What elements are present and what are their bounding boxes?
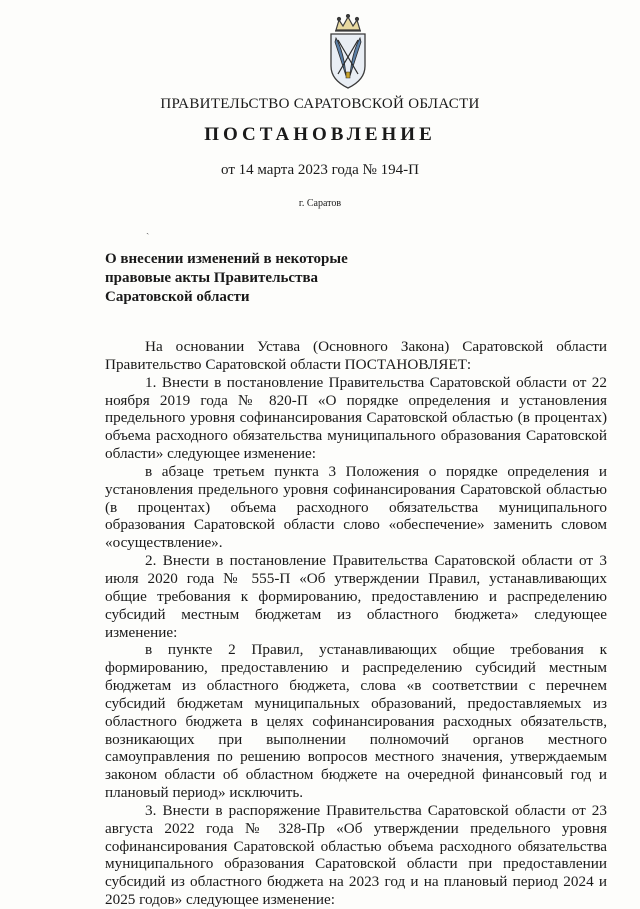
document-subject bbox=[105, 250, 405, 307]
document-city: г. Саратов bbox=[298, 198, 342, 209]
paragraph-item-2-change: в пункте 2 Правил, устанавливающих общие требования к формированию, предоставлению и распределению субсидий местным бюджетам из областного бюджета, слова «в соответствии с перечнем субсидий бюджетам муниципальных образований, предоставляемых из областного бюджета в целях софинансирования расходных обязательств, возникающих при выполнении полномочий органов местного самоуправления по решению вопросов местного значения, утверждаемым законом области об областном бюджете на очередной финансовый год и плановый период» исключить. bbox=[105, 641, 607, 802]
subject-line-2: правовые акты Правительства bbox=[105, 270, 319, 286]
subject-line-3: Саратовской области bbox=[105, 289, 250, 305]
document-body bbox=[105, 338, 607, 909]
subject-line-1: О внесении изменений в некоторые bbox=[105, 251, 348, 267]
saratov-coat-of-arms-icon bbox=[322, 14, 374, 92]
government-name: ПРАВИТЕЛЬСТВО САРАТОВСКОЙ ОБЛАСТИ bbox=[160, 96, 480, 112]
paragraph-item-2: 2. Внести в постановление Правительства Саратовской области от 3 июля 2020 года № 555-П «Об утверждении Правил, устанавливающих общие требования к формированию, предоставлению и распределению субсидий местным бюджетам из областного бюджета» следующее изменение: bbox=[105, 552, 607, 641]
paragraph-preamble: На основании Устава (Основного Закона) Саратовской области Правительство Саратовской области ПОСТАНОВЛЯЕТ: bbox=[105, 338, 607, 373]
scan-speck: ˎ bbox=[146, 224, 150, 235]
document-date-number: от 14 марта 2023 года № 194-П bbox=[221, 162, 419, 178]
document-type: ПОСТАНОВЛЕНИЕ bbox=[204, 124, 436, 145]
paragraph-item-1: 1. Внести в постановление Правительства Саратовской области от 22 ноября 2019 года № 820-П «О порядке определения и установления предельного уровня софинансирования Саратовской областью (в процентах) объема расходного обязательства муниципального образования Саратовской области» следующее изменение: bbox=[105, 373, 607, 463]
paragraph-item-1-change: в абзаце третьем пункта 3 Положения о порядке определения и установления предельного уровня софинансирования Саратовской областью (в процентах) объема расходного обязательства муниципального образования Саратовской области слово «обеспечение» заменить словом «осуществление». bbox=[105, 462, 607, 552]
paragraph-item-3: 3. Внести в распоряжение Правительства Саратовской области от 23 августа 2022 года № 328-Пр «Об утверждении предельного уровня софинансирования Саратовской областью объема расходного обязательства муниципального образования Саратовской области при предоставлении субсидий из областного бюджета на 2023 год и на плановый период 2024 и 2025 годов» следующее изменение: bbox=[105, 801, 607, 909]
